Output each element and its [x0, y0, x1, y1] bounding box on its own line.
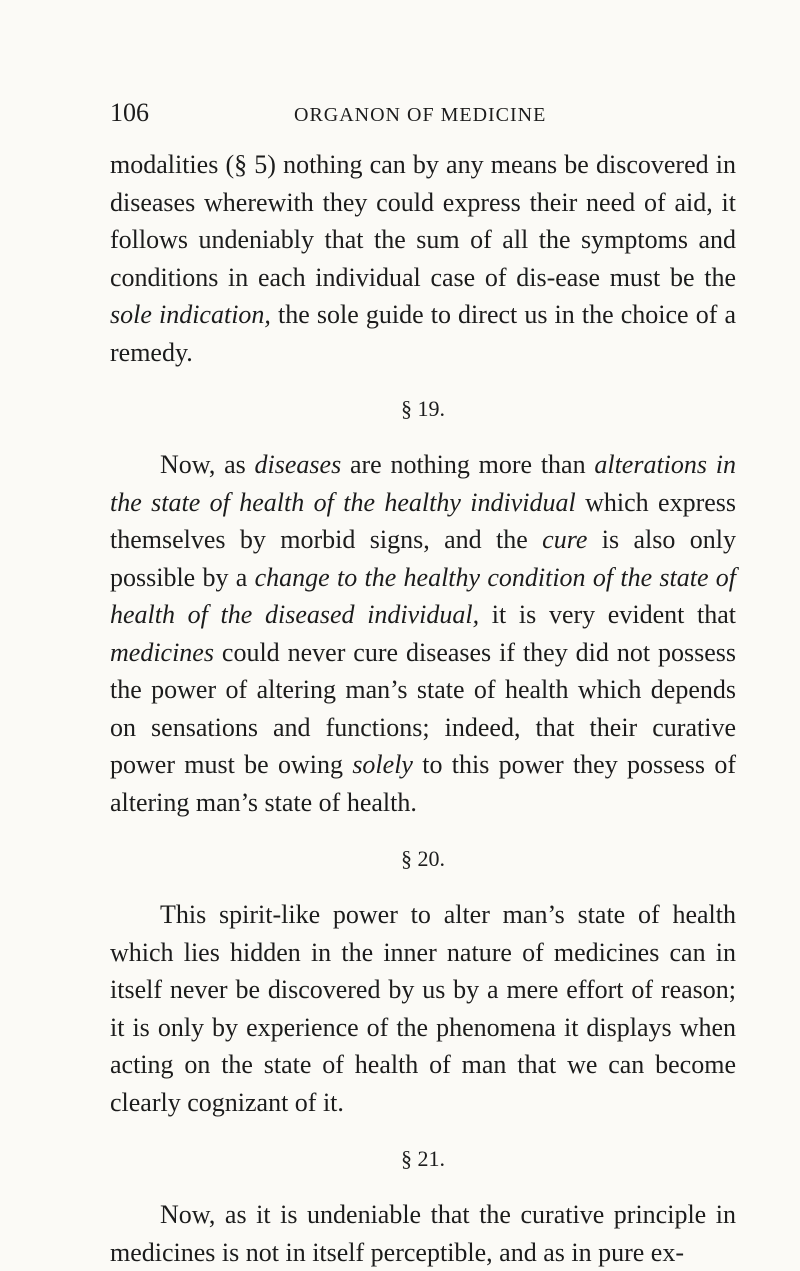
running-title: ORGANON OF MEDICINE	[294, 104, 547, 126]
paragraph-section-21: Now, as it is undeniable that the curative principle in medicines is not in itself perceptible, and as in pure ex-	[110, 1200, 736, 1267]
paragraph-section-20: This spirit-like power to alter man’s state of health which lies hidden in the inner nature of medicines can in itself never be discovered by us by a mere effort of reason; it is only by experience of the phenomena it displays when acting on the state of health of man that we can become clearly cognizant of it.	[110, 900, 736, 1117]
text-span: could never cure diseases if they did not possess the power of altering man’s state of health which depends on sensations and functions; indeed, that their curative power must be owing	[110, 637, 736, 779]
italic-text: cure	[542, 525, 588, 554]
italic-text: sole indication,	[110, 300, 271, 329]
italic-text: diseases	[254, 450, 342, 479]
italic-text: alterations in the state of health of the healthy individual	[110, 450, 736, 517]
page-number: 106	[110, 98, 149, 127]
text-span: are nothing more than	[341, 450, 595, 479]
italic-text: solely	[352, 750, 413, 779]
book-page	[110, 98, 736, 1271]
text-span: modalities (§ 5) nothing can by any means be discovered in diseases wherewith they could express their need of aid, it follows undeniably that the sum of all the symptoms and conditions in each individual case of dis-ease must be the	[110, 150, 736, 292]
text-span: the sole guide to direct us in the choice of a remedy.	[110, 300, 736, 367]
text-span: Now, as	[160, 450, 255, 479]
text-span: is also only possible by a	[110, 525, 736, 592]
italic-text: medicines	[110, 637, 214, 667]
text-span: it is very evident that	[479, 600, 736, 629]
section-heading-21: § 21.	[401, 1146, 445, 1171]
section-heading-20: § 20.	[401, 846, 445, 871]
section-heading-19: § 19.	[401, 396, 445, 421]
paragraph-continuation	[110, 146, 736, 371]
text-span: which express themselves by morbid signs, and the	[110, 487, 737, 554]
paragraph-section-19	[110, 446, 736, 821]
text-span: to this power they possess of altering man’s state of health.	[110, 750, 736, 817]
page-header	[110, 98, 736, 136]
italic-text: change to the healthy condition of the state of health of the diseased individual,	[110, 562, 737, 629]
